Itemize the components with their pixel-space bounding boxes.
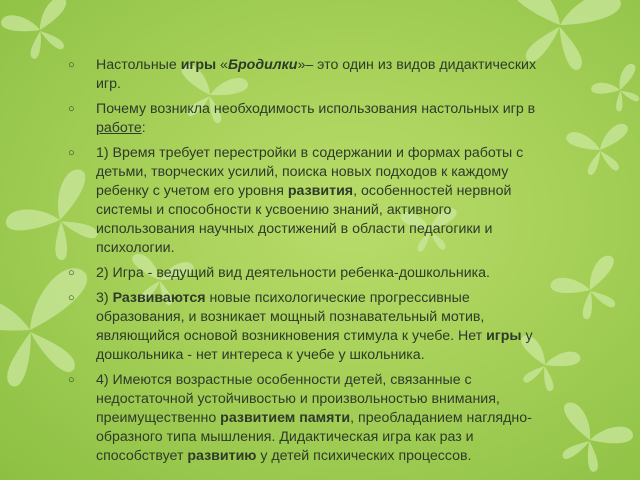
text-run: 4) Имеются возрастные особенности детей, связанные с недостаточной устойчивостью и произвольностью внимания, преимущественно <box>96 372 500 426</box>
link-rabote[interactable]: работе <box>96 120 142 136</box>
text-run: у детей психических процессов. <box>256 448 472 464</box>
bullet-icon: ○ <box>68 147 75 159</box>
butterfly-icon <box>544 400 635 480</box>
text-run: 2) Игра - ведущий вид деятельности ребенка-дошкольника. <box>96 265 490 281</box>
list-item <box>68 264 538 283</box>
butterfly-icon <box>565 123 634 179</box>
bullet-icon: ○ <box>68 59 75 71</box>
bold-text: развитию <box>187 448 257 464</box>
bold-text: игры <box>486 328 522 344</box>
list-item <box>68 144 538 258</box>
bold-text: игры <box>180 57 217 73</box>
butterfly-icon <box>548 253 631 327</box>
bullet-icon: ○ <box>68 374 75 386</box>
italic-bold-text: Бродилки <box>227 57 298 73</box>
text-run: : <box>141 120 146 136</box>
text-run: Почему возникла необходимость использования настольных игр в <box>96 101 536 117</box>
text-run: у дошкольника - нет интереса к учебе у школьника. <box>96 328 533 363</box>
text-run: , особенностей нервной системы и способности к усвоению знаний, активного использования научных достижений в области педагогики и психологии. <box>96 183 512 256</box>
bold-text: развития <box>287 183 354 199</box>
bullet-icon: ○ <box>68 292 75 304</box>
text-run: 1) Время требует перестройки в содержании и формах работы с детьми, творческих усилий, поиска новых подходов к каждому ребенку с учетом его уровня <box>96 145 524 199</box>
text-run: »– это один из видов дидактических игр. <box>96 57 537 92</box>
bullet-icon: ○ <box>68 103 75 115</box>
list-item <box>68 100 538 138</box>
bold-text: развитием памяти <box>220 410 351 426</box>
text-run: новые психологические прогрессивные образования, и возникает мощный познавательный мотив, являющийся основой возникновения стимула к учебе. Нет <box>96 290 487 344</box>
butterfly-icon <box>589 62 640 118</box>
bullet-icon: ○ <box>68 267 75 279</box>
bold-text: Развиваются <box>112 290 206 306</box>
bullet-list <box>68 56 538 472</box>
list-item <box>68 56 538 94</box>
text-run: 3) <box>96 290 113 306</box>
list-item <box>68 371 538 466</box>
text-run: Настольные <box>96 57 181 73</box>
list-item <box>68 289 538 365</box>
text-run: « <box>216 57 228 73</box>
text-run: , преобладанием наглядно-образного типа мышления. Дидактическая игра как раз и способствует <box>96 410 532 464</box>
